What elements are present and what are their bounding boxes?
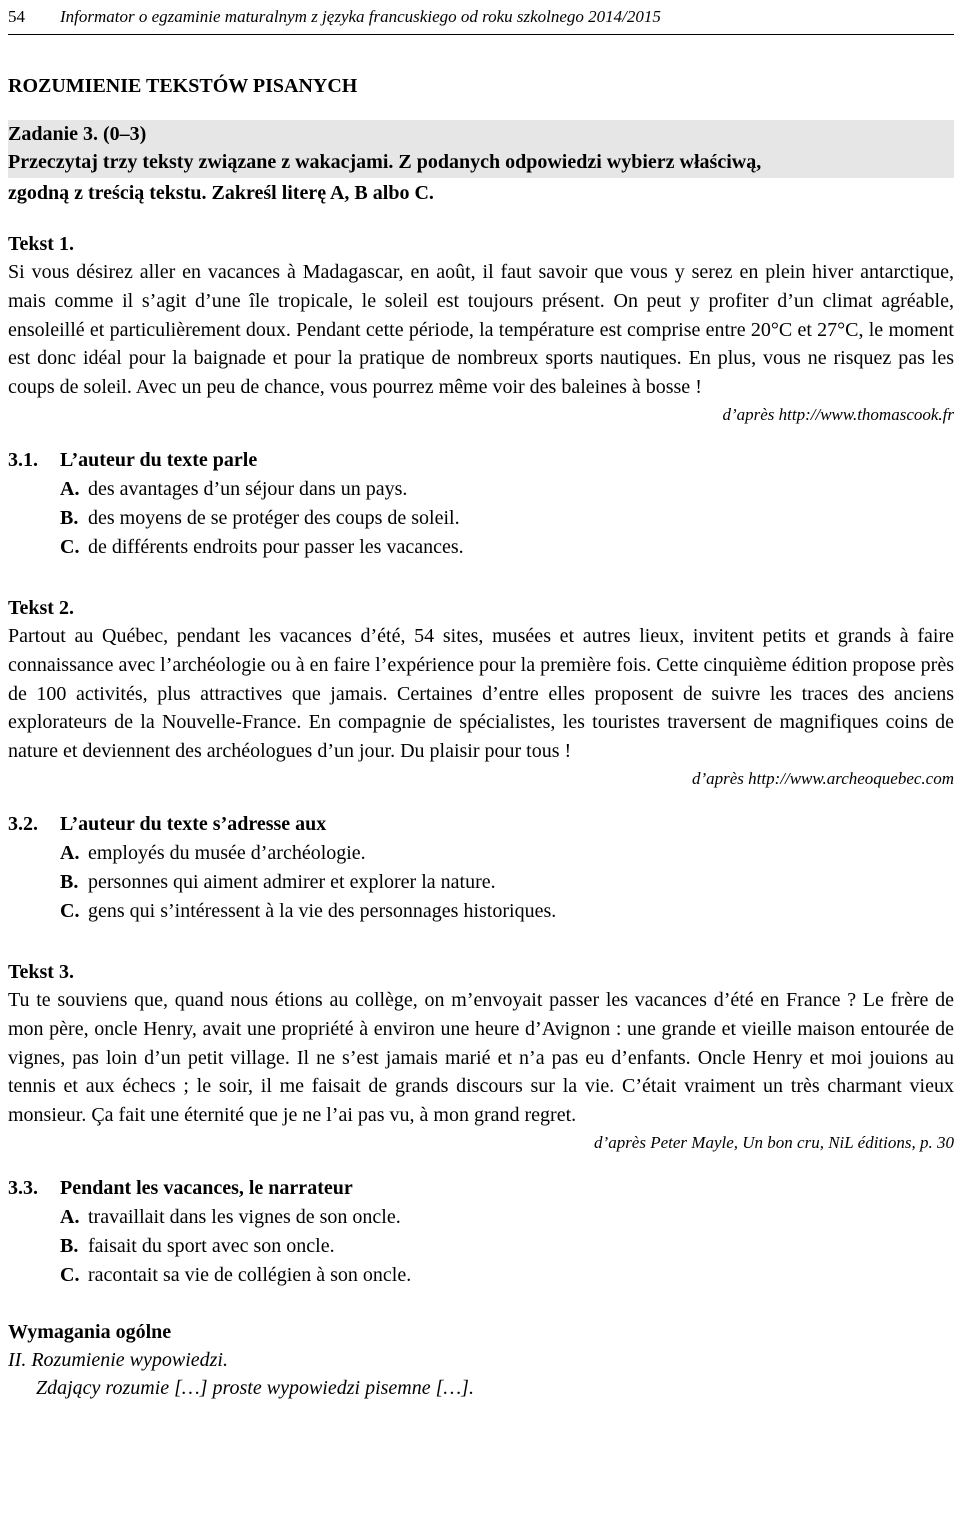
header-title: Informator o egzaminie maturalnym z języka francuskiego od roku szkolnego 2014/2015	[60, 7, 661, 26]
requirements-line: II. Rozumienie wypowiedzi.	[8, 1348, 228, 1371]
question-number: 3.3.	[8, 1176, 38, 1199]
task-instruction-2: zgodną z treścią tekstu. Zakreśl literę A, B albo C.	[8, 182, 434, 204]
option-letter: B.	[60, 506, 79, 529]
task-label: Zadanie 3. (0–3)	[8, 123, 147, 145]
requirements-title: Wymagania ogólne	[8, 1320, 172, 1343]
option-text: gens qui s’intéressent à la vie des personnages historiques.	[88, 899, 557, 922]
question-3-3	[8, 1174, 954, 1290]
option-text: de différents endroits pour passer les vacances.	[88, 535, 464, 558]
option-b[interactable]	[8, 868, 954, 897]
text-2-body: Partout au Québec, pendant les vacances d’été, 54 sites, musées et autres lieux, invitent petits et grands à faire connaissance avec l’archéologie ou à en faire l’expérience pour la première fois. Cette cinquième édition propose près de 100 activités, plus attractives que jamais. Certaines d’entre elles proposent de suivre les traces des anciens explorateurs de la Nouvelle-France. En compagnie de spécialistes, les touristes traversent de magnifiques coins de nature et deviennent des archéologues d’un jour. Du plaisir pour tous !	[8, 624, 954, 763]
option-text: employés du musée d’archéologie.	[88, 841, 366, 864]
text-1-title: Tekst 1.	[8, 233, 74, 255]
question-number: 3.1.	[8, 448, 38, 471]
section-title: ROZUMIENIE TEKSTÓW PISANYCH	[8, 75, 358, 97]
question-stem	[8, 1174, 954, 1203]
document-page	[8, 0, 954, 1402]
question-3-1	[8, 446, 954, 562]
option-a[interactable]	[8, 1203, 954, 1232]
option-letter: A.	[60, 841, 80, 864]
text-1-body: Si vous désirez aller en vacances à Madagascar, en août, il faut savoir que vous y serez en plein hiver antarctique, mais comme il s’agit d’une île tropicale, le soleil est toujours présent. On peut y profiter d’un climat agréable, ensoleillé et particulièrement doux. Pendant cette période, la température est comprise entre 20°C et 27°C, le moment est donc idéal pour la baignade et pour la pratique de nombreux sports nautiques. En plus, vous ne risquez pas les coups de soleil. Avec un peu de chance, vous pourrez même voir des baleines à bosse !	[8, 261, 954, 399]
question-3-2	[8, 810, 954, 926]
option-letter: A.	[60, 477, 80, 500]
option-text: faisait du sport avec son oncle.	[88, 1234, 335, 1257]
option-a[interactable]	[8, 839, 954, 868]
option-text: racontait sa vie de collégien à son oncle.	[88, 1263, 412, 1286]
option-text: des avantages d’un séjour dans un pays.	[88, 477, 408, 500]
option-text: des moyens de se protéger des coups de soleil.	[88, 506, 460, 529]
task-instruction-1: Przeczytaj trzy teksty związane z wakacjami. Z podanych odpowiedzi wybierz właściwą,	[8, 151, 762, 173]
option-letter: A.	[60, 1205, 80, 1228]
option-letter: C.	[60, 535, 80, 558]
task-box	[8, 120, 954, 178]
text-1-source: d’après http://www.thomascook.fr	[722, 404, 954, 424]
option-b[interactable]	[8, 504, 954, 533]
option-letter: C.	[60, 1263, 80, 1286]
requirements-sub: Zdający rozumie […] proste wypowiedzi pisemne […].	[36, 1376, 474, 1399]
option-c[interactable]	[8, 533, 954, 562]
text-3-title: Tekst 3.	[8, 960, 74, 983]
question-text: Pendant les vacances, le narrateur	[60, 1176, 353, 1199]
option-letter: B.	[60, 870, 79, 893]
question-text: L’auteur du texte s’adresse aux	[60, 812, 327, 835]
option-c[interactable]	[8, 1261, 954, 1290]
option-c[interactable]	[8, 897, 954, 926]
page-header	[8, 0, 954, 35]
option-b[interactable]	[8, 1232, 954, 1261]
question-number: 3.2.	[8, 812, 38, 835]
text-3-source: d’après Peter Mayle, Un bon cru, NiL éditions, p. 30	[594, 1132, 954, 1152]
option-text: travaillait dans les vignes de son oncle.	[88, 1205, 401, 1228]
question-stem	[8, 446, 954, 475]
option-a[interactable]	[8, 475, 954, 504]
option-text: personnes qui aiment admirer et explorer la nature.	[88, 870, 496, 893]
question-stem	[8, 810, 954, 839]
text-2-source: d’après http://www.archeoquebec.com	[691, 768, 954, 788]
option-letter: B.	[60, 1234, 79, 1257]
question-text: L’auteur du texte parle	[60, 448, 258, 471]
text-2-title: Tekst 2.	[8, 596, 74, 619]
text-3-body: Tu te souviens que, quand nous étions au collège, on m’envoyait passer les vacances d’été en France ? Le frère de mon père, oncle Henry, avait une propriété à environ une heure d’Avignon : une grande et vieille maison entourée de vignes, pas loin d’un petit village. Il ne s’est jamais marié et n’a pas eu d’enfants. Oncle Henry et moi jouions au tennis et aux échecs ; le soir, il me faisait de grands discours sur la vie. C’était vraiment un très charmant vieux monsieur. Ça fait une éternité que je ne l’ai pas vu, à mon grand regret.	[8, 988, 954, 1127]
option-letter: C.	[60, 899, 80, 922]
page-number: 54	[8, 7, 25, 26]
